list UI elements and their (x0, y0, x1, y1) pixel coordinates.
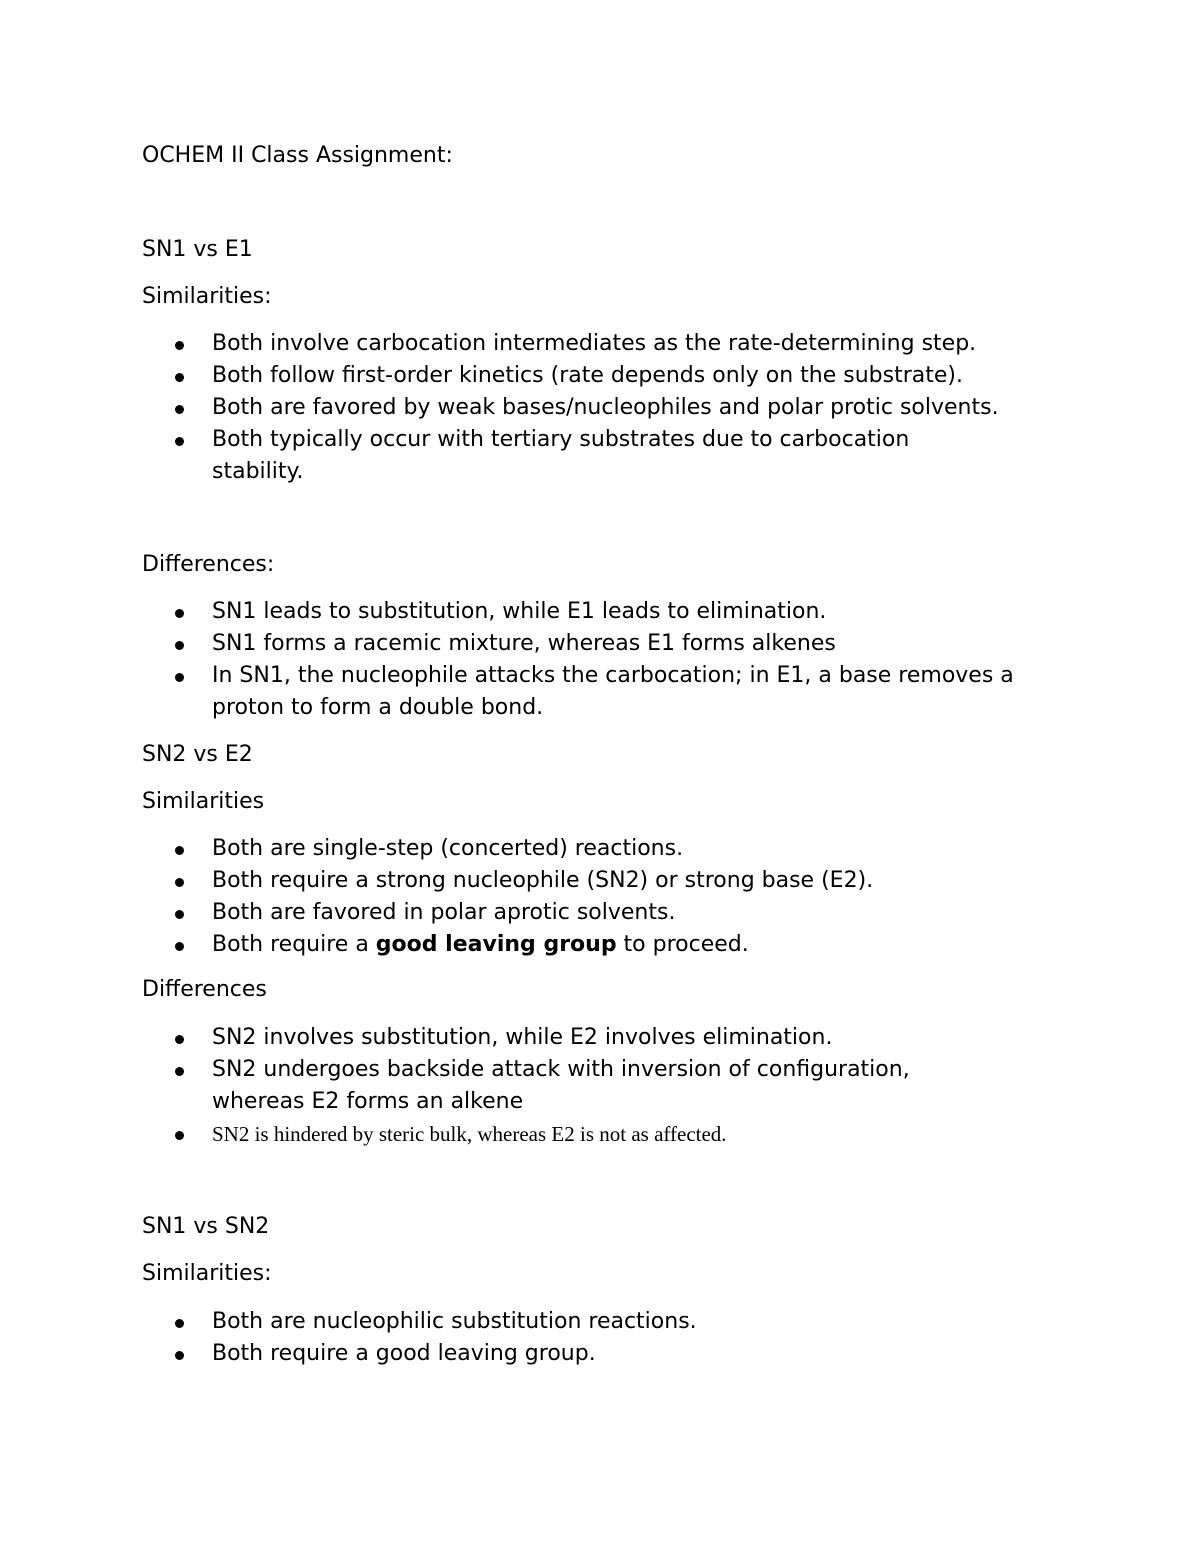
similarities-list-sn2-e2 (0, 833, 1062, 961)
list-item: SN2 involves substitution, while E2 involves elimination. (0, 1022, 1062, 1054)
list-item: SN2 undergoes backside attack with inversion of configuration, whereas E2 forms an alkene (0, 1054, 972, 1118)
similarities-label-sn1-e1: Similarities: (142, 284, 272, 309)
bullet-icon (175, 641, 184, 650)
bullet-icon (175, 437, 184, 446)
bullet-icon (175, 1131, 184, 1140)
bullet-icon (175, 341, 184, 350)
list-item: Both require a good leaving group. (0, 1338, 1062, 1370)
list-item: Both are single-step (concerted) reactions. (0, 833, 1062, 865)
list-item: SN2 is hindered by steric bulk, whereas E2 is not as affected. (0, 1118, 1062, 1150)
list-item: SN1 leads to substitution, while E1 leads to elimination. (0, 596, 1062, 628)
differences-list-sn2-e2 (0, 1022, 1062, 1150)
similarities-label-sn2-e2: Similarities (142, 789, 265, 814)
list-item: Both require a good leaving group to proceed. (0, 929, 1062, 961)
bullet-icon (175, 1067, 184, 1076)
bold-emphasis: good leaving group (375, 932, 617, 957)
similarities-list-sn1-sn2 (0, 1306, 1062, 1370)
bullet-icon (175, 609, 184, 618)
bullet-icon (175, 1351, 184, 1360)
bullet-icon (175, 910, 184, 919)
document-title: OCHEM II Class Assignment: (142, 143, 453, 168)
list-item: Both are favored in polar aprotic solvents. (0, 897, 1062, 929)
bullet-icon (175, 373, 184, 382)
bullet-icon (175, 1319, 184, 1328)
list-item: Both require a strong nucleophile (SN2) or strong base (E2). (0, 865, 1062, 897)
bullet-icon (175, 1035, 184, 1044)
list-item: Both typically occur with tertiary substrates due to carbocation stability. (0, 424, 972, 488)
list-item: In SN1, the nucleophile attacks the carbocation; in E1, a base removes a proton to form a double bond. (0, 660, 1062, 724)
differences-label-sn1-e1: Differences: (142, 552, 275, 577)
list-item: Both follow first-order kinetics (rate depends only on the substrate). (0, 360, 1062, 392)
list-item: SN1 forms a racemic mixture, whereas E1 forms alkenes (0, 628, 1062, 660)
bullet-icon (175, 942, 184, 951)
bullet-icon (175, 673, 184, 682)
bullet-icon (175, 878, 184, 887)
section-heading-sn1-vs-sn2: SN1 vs SN2 (142, 1214, 270, 1239)
list-item: Both are nucleophilic substitution reactions. (0, 1306, 1062, 1338)
similarities-label-sn1-sn2: Similarities: (142, 1261, 272, 1286)
section-heading-sn2-vs-e2: SN2 vs E2 (142, 742, 253, 767)
list-item: Both are favored by weak bases/nucleophiles and polar protic solvents. (0, 392, 1062, 424)
list-item: Both involve carbocation intermediates as the rate-determining step. (0, 328, 1062, 360)
differences-list-sn1-e1 (0, 596, 1062, 724)
bullet-icon (175, 405, 184, 414)
similarities-list-sn1-e1 (0, 328, 1062, 488)
differences-label-sn2-e2: Differences (142, 977, 267, 1002)
bullet-icon (175, 846, 184, 855)
section-heading-sn1-vs-e1: SN1 vs E1 (142, 237, 253, 262)
